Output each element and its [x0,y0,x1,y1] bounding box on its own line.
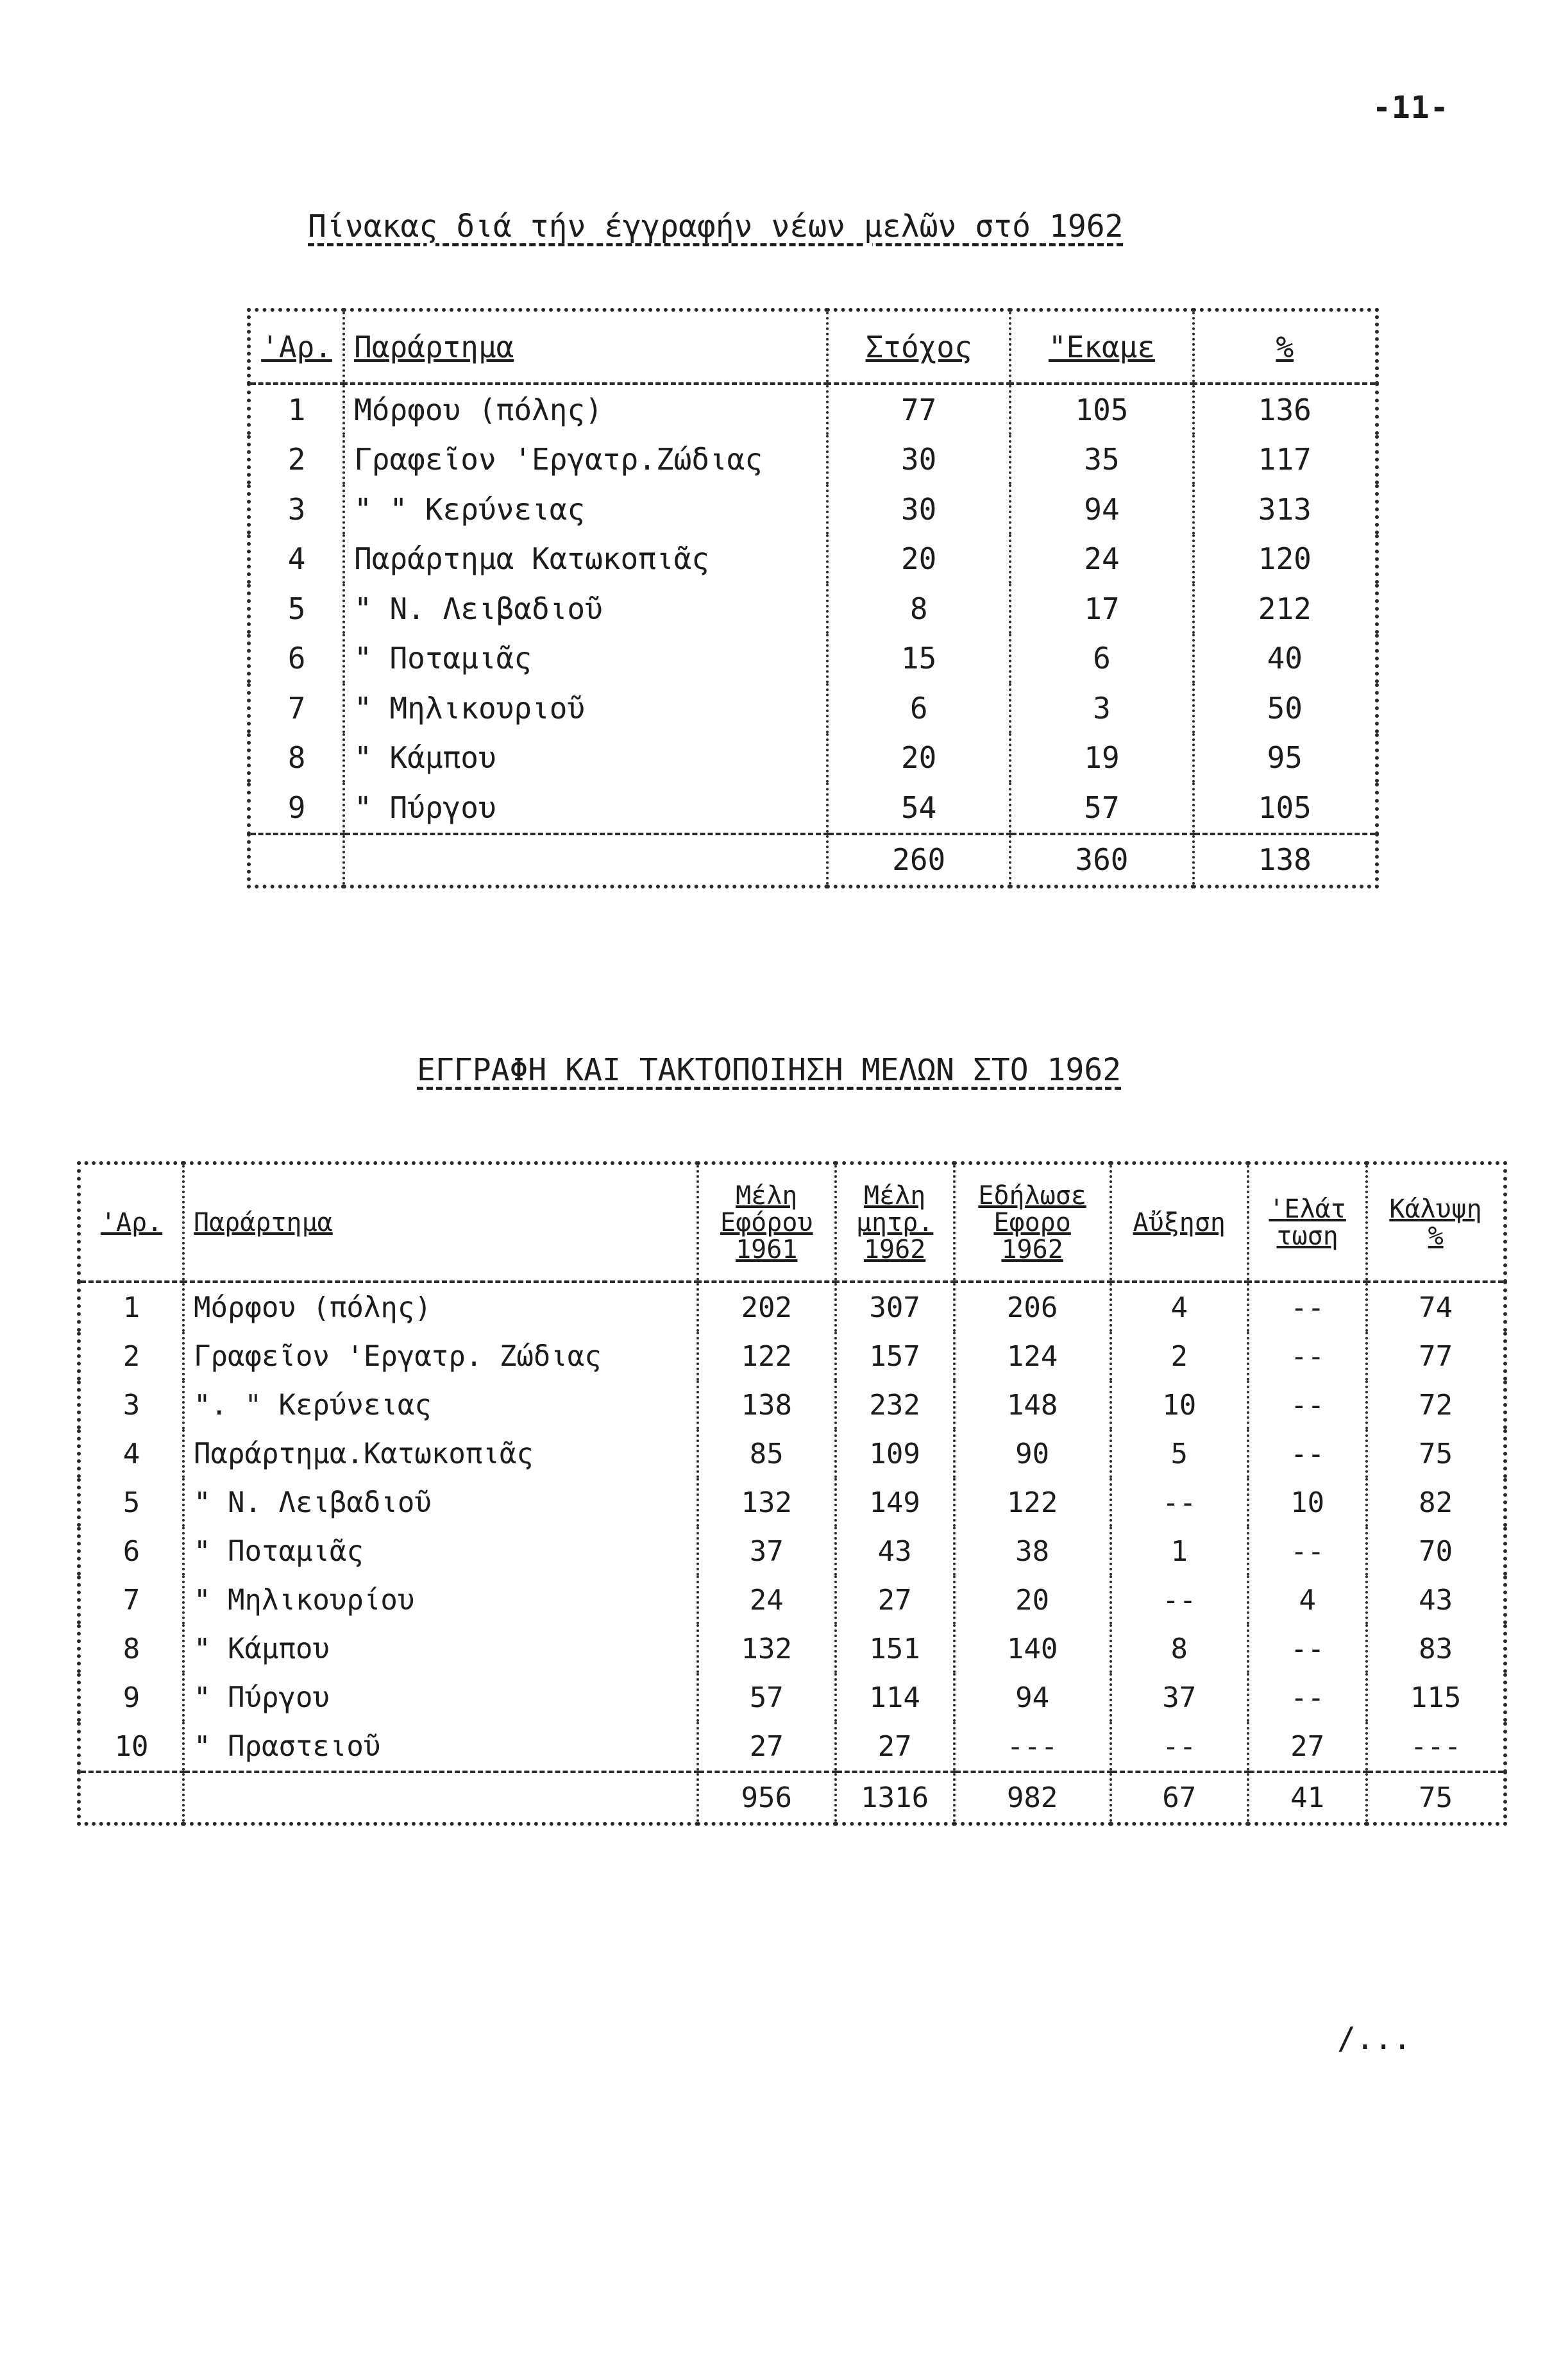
hdr-line: Εφορο [993,1208,1071,1237]
row-members-1961-cell: 24 [698,1576,836,1624]
row-no-cell: 3 [122,1388,140,1422]
row-members-1962-cell: 109 [836,1429,954,1478]
row-increase-cell: 10 [1111,1381,1249,1429]
row-coverage-cell: 82 [1367,1478,1505,1527]
col-header-done: "Εκαμε [1010,310,1193,384]
table-row [79,1722,1505,1772]
col-header-members-1961 [698,1163,836,1282]
table1-header-row [249,310,1377,384]
table-row [79,1429,1505,1478]
row-done-cell: 3 [1010,683,1193,733]
row-coverage-cell: 77 [1367,1332,1505,1381]
row-declared-cell: 206 [954,1282,1111,1332]
hdr-line: τωση [1276,1221,1338,1251]
row-done-cell: 57 [1010,783,1193,834]
row-no-cell: 7 [122,1583,140,1617]
row-branch-cell: ". " Κερύνειας [183,1381,698,1429]
row-pct-cell: 212 [1194,584,1377,634]
row-coverage-cell: 115 [1367,1673,1505,1722]
total-target-cell: 260 [827,834,1010,887]
row-target-cell: 30 [827,484,1010,534]
row-increase-cell: 37 [1111,1673,1249,1722]
new-members-table [247,308,1379,888]
row-members-1961-cell: 202 [698,1282,836,1332]
row-no-cell: 4 [287,541,306,577]
row-members-1961-cell: 27 [698,1722,836,1772]
row-pct-cell: 117 [1194,435,1377,485]
row-branch-cell: " Ν. Λειβαδιοῦ [344,584,827,634]
row-members-1961-cell: 57 [698,1673,836,1722]
row-branch-cell: " Ν. Λειβαδιοῦ [183,1478,698,1527]
hdr-line: 1961 [736,1235,798,1264]
registration-table [77,1161,1507,1826]
row-no-cell: 7 [287,690,306,726]
row-declared-cell: 20 [954,1576,1111,1624]
table1-title: Πίνακας διά τήν έγγραφήν νέων μελῶν στό 1962 [308,208,1124,244]
row-increase-cell: 4 [1111,1282,1249,1332]
row-increase-cell: -- [1111,1576,1249,1624]
total-no-cell [249,834,344,887]
row-pct-cell: 313 [1194,484,1377,534]
col-header-members-1962 [836,1163,954,1282]
table-row [249,584,1377,634]
row-done-cell: 17 [1010,584,1193,634]
row-branch-cell: " Ποταμιᾶς [183,1527,698,1576]
row-members-1961-cell: 132 [698,1624,836,1673]
row-members-1962-cell: 232 [836,1381,954,1429]
col-header-no: 'Αρ. [100,1208,163,1237]
table-row [79,1381,1505,1429]
table-row [249,634,1377,684]
row-coverage-cell: --- [1367,1722,1505,1772]
row-declared-cell: 90 [954,1429,1111,1478]
row-pct-cell: 40 [1194,634,1377,684]
row-no-cell: 10 [114,1730,149,1763]
table2-header-row [79,1163,1505,1282]
row-target-cell: 30 [827,435,1010,485]
continuation-mark: /... [1337,2021,1412,2057]
row-coverage-cell: 72 [1367,1381,1505,1429]
table-row [79,1624,1505,1673]
hdr-line: Εδήλωσε [978,1181,1086,1211]
row-branch-cell: " Μηλικουρίου [183,1576,698,1624]
total-declared-cell: 982 [954,1772,1111,1824]
row-branch-cell: Μόρφου (πόλης) [183,1282,698,1332]
row-members-1962-cell: 149 [836,1478,954,1527]
row-done-cell: 35 [1010,435,1193,485]
row-branch-cell: " Μηλικουριοῦ [344,683,827,733]
row-no-cell: 9 [287,790,306,825]
row-branch-cell: " " Κερύνειας [344,484,827,534]
row-members-1962-cell: 307 [836,1282,954,1332]
row-done-cell: 105 [1010,384,1193,435]
row-no-cell: 8 [122,1632,140,1665]
col-header-increase: Αὔξηση [1111,1163,1249,1282]
col-header-no: 'Αρ. [261,330,332,364]
table-row [79,1332,1505,1381]
table-row [249,435,1377,485]
table-row [79,1527,1505,1576]
row-declared-cell: 94 [954,1673,1111,1722]
table-row [249,733,1377,783]
row-target-cell: 6 [827,683,1010,733]
row-members-1961-cell: 138 [698,1381,836,1429]
table-row [79,1478,1505,1527]
row-members-1962-cell: 114 [836,1673,954,1722]
row-declared-cell: 148 [954,1381,1111,1429]
row-branch-cell: Παράρτημα Κατωκοπιᾶς [344,534,827,584]
row-no-cell: 2 [287,442,306,477]
hdr-line: 1962 [863,1235,926,1264]
row-members-1961-cell: 37 [698,1527,836,1576]
row-declared-cell: 38 [954,1527,1111,1576]
table-row [249,683,1377,733]
row-pct-cell: 136 [1194,384,1377,435]
total-pct-cell: 138 [1194,834,1377,887]
row-target-cell: 20 [827,534,1010,584]
row-branch-cell: Γραφεῖον 'Εργατρ. Ζώδιας [183,1332,698,1381]
row-pct-cell: 50 [1194,683,1377,733]
table-row [249,384,1377,435]
total-no-cell [79,1772,183,1824]
row-pct-cell: 95 [1194,733,1377,783]
total-members-1961-cell: 956 [698,1772,836,1824]
total-members-1962-cell: 1316 [836,1772,954,1824]
row-increase-cell: -- [1111,1722,1249,1772]
col-header-declared [954,1163,1111,1282]
row-branch-cell: Μόρφου (πόλης) [344,384,827,435]
row-increase-cell: 8 [1111,1624,1249,1673]
row-declared-cell: 122 [954,1478,1111,1527]
row-target-cell: 77 [827,384,1010,435]
table-row [249,484,1377,534]
total-branch-cell [183,1772,698,1824]
row-coverage-cell: 74 [1367,1282,1505,1332]
row-increase-cell: 2 [1111,1332,1249,1381]
hdr-line: Κάλυψη [1389,1194,1482,1224]
row-decrease-cell: -- [1248,1332,1367,1381]
hdr-line: μητρ. [856,1208,934,1237]
row-no-cell: 1 [122,1291,140,1324]
row-no-cell: 5 [122,1486,140,1519]
table-row [79,1673,1505,1722]
total-increase-cell: 67 [1111,1772,1249,1824]
row-done-cell: 19 [1010,733,1193,783]
table1-total-row [249,834,1377,887]
row-target-cell: 8 [827,584,1010,634]
hdr-line: Εφόρου [720,1208,813,1237]
row-branch-cell: " Ποταμιᾶς [344,634,827,684]
row-no-cell: 6 [122,1534,140,1568]
row-decrease-cell: 27 [1248,1722,1367,1772]
row-decrease-cell: 10 [1248,1478,1367,1527]
row-no-cell: 3 [287,491,306,527]
col-header-branch: Παράρτημα [344,310,827,384]
table-row [79,1282,1505,1332]
row-done-cell: 94 [1010,484,1193,534]
row-branch-cell: " Πραστειοῦ [183,1722,698,1772]
row-no-cell: 4 [122,1437,140,1470]
row-no-cell: 5 [287,591,306,626]
row-members-1962-cell: 157 [836,1332,954,1381]
row-branch-cell: " Πύργου [183,1673,698,1722]
total-done-cell: 360 [1010,834,1193,887]
row-members-1962-cell: 151 [836,1624,954,1673]
row-branch-cell: " Κάμπου [344,733,827,783]
row-declared-cell: 124 [954,1332,1111,1381]
row-pct-cell: 120 [1194,534,1377,584]
row-members-1961-cell: 85 [698,1429,836,1478]
row-coverage-cell: 75 [1367,1429,1505,1478]
row-increase-cell: 5 [1111,1429,1249,1478]
col-header-decrease [1248,1163,1367,1282]
total-coverage-cell: 75 [1367,1772,1505,1824]
row-members-1962-cell: 27 [836,1722,954,1772]
col-header-target: Στόχος [827,310,1010,384]
row-decrease-cell: -- [1248,1429,1367,1478]
row-branch-cell: Γραφεῖον 'Εργατρ.Ζώδιας [344,435,827,485]
col-header-coverage [1367,1163,1505,1282]
table-row [249,783,1377,834]
row-decrease-cell: -- [1248,1624,1367,1673]
row-increase-cell: -- [1111,1478,1249,1527]
row-coverage-cell: 83 [1367,1624,1505,1673]
hdr-line: Μέλη [863,1181,926,1211]
hdr-line: 'Ελάτ [1269,1194,1346,1224]
row-done-cell: 24 [1010,534,1193,584]
col-header-pct: % [1194,310,1377,384]
row-target-cell: 15 [827,634,1010,684]
row-branch-cell: " Πύργου [344,783,827,834]
row-declared-cell: 140 [954,1624,1111,1673]
row-branch-cell: Παράρτημα.Κατωκοπιᾶς [183,1429,698,1478]
row-decrease-cell: -- [1248,1381,1367,1429]
row-target-cell: 54 [827,783,1010,834]
table-row [79,1576,1505,1624]
table2-total-row [79,1772,1505,1824]
row-no-cell: 2 [122,1339,140,1373]
row-increase-cell: 1 [1111,1527,1249,1576]
row-done-cell: 6 [1010,634,1193,684]
col-header-branch: Παράρτημα [183,1163,698,1282]
hdr-line: Μέλη [736,1181,798,1211]
row-no-cell: 8 [287,740,306,776]
row-decrease-cell: 4 [1248,1576,1367,1624]
row-coverage-cell: 70 [1367,1527,1505,1576]
row-pct-cell: 105 [1194,783,1377,834]
row-branch-cell: " Κάμπου [183,1624,698,1673]
row-decrease-cell: -- [1248,1282,1367,1332]
row-members-1961-cell: 132 [698,1478,836,1527]
page-number: -11- [1372,90,1449,126]
row-target-cell: 20 [827,733,1010,783]
row-members-1961-cell: 122 [698,1332,836,1381]
row-coverage-cell: 43 [1367,1576,1505,1624]
table-row [249,534,1377,584]
row-no-cell: 1 [287,392,306,427]
hdr-line: 1962 [1001,1235,1063,1264]
row-declared-cell: --- [954,1722,1111,1772]
total-branch-cell [344,834,827,887]
row-members-1962-cell: 27 [836,1576,954,1624]
total-decrease-cell: 41 [1248,1772,1367,1824]
table2-title: ΕΓΓΡΑΦΗ ΚΑΙ ΤΑΚΤΟΠΟΙΗΣΗ ΜΕΛΩΝ ΣΤΟ 1962 [417,1052,1122,1088]
row-no-cell: 9 [122,1681,140,1714]
hdr-line: % [1428,1221,1444,1251]
row-decrease-cell: -- [1248,1673,1367,1722]
row-no-cell: 6 [287,641,306,676]
row-members-1962-cell: 43 [836,1527,954,1576]
row-decrease-cell: -- [1248,1527,1367,1576]
